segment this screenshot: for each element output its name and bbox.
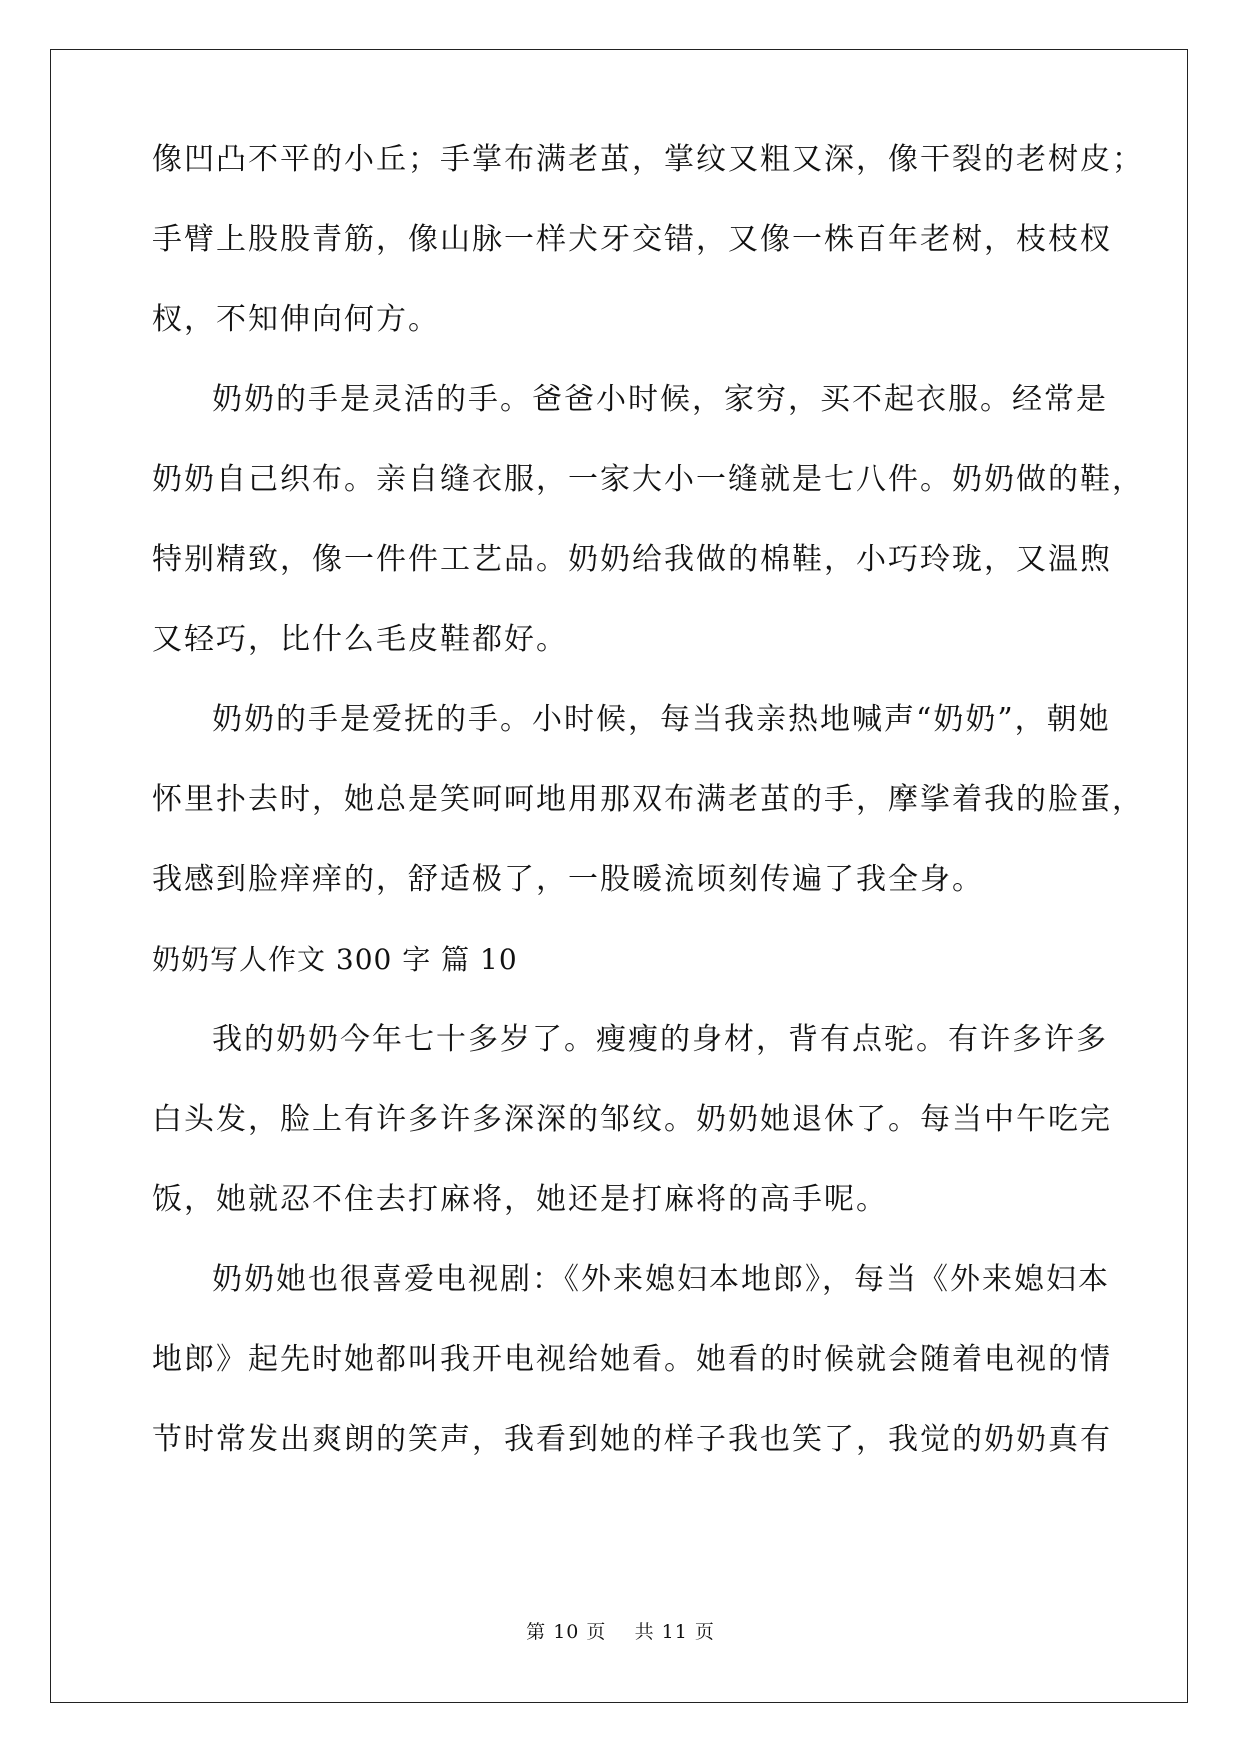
paragraph-line: 怀里扑去时，她总是笑呵呵地用那双布满老茧的手，摩挲着我的脸蛋， (152, 782, 1144, 817)
paragraph-line: 奶奶的手是灵活的手。爸爸小时候，家穷，买不起衣服。经常是 (212, 382, 1108, 417)
paragraph-line: 我感到脸痒痒的，舒适极了，一股暖流顷刻传遍了我全身。 (152, 862, 984, 897)
paragraph-line: 像凹凸不平的小丘；手掌布满老茧，掌纹又粗又深，像干裂的老树皮； (152, 142, 1144, 177)
paragraph-line: 手臂上股股青筋，像山脉一样犬牙交错，又像一株百年老树，枝枝杈 (152, 222, 1112, 257)
paragraph-line: 奶奶她也很喜爱电视剧：《外来媳妇本地郎》，每当《外来媳妇本 (212, 1262, 1110, 1297)
paragraph-line: 特别精致，像一件件工艺品。奶奶给我做的棉鞋，小巧玲珑，又温煦 (152, 542, 1112, 577)
page-footer: 第 10 页 共 11 页 (526, 1621, 715, 1643)
paragraph-line: 我的奶奶今年七十多岁了。瘦瘦的身材，背有点驼。有许多许多 (212, 1022, 1108, 1057)
paragraph-line: 白头发，脸上有许多许多深深的邹纹。奶奶她退休了。每当中午吃完 (152, 1102, 1112, 1137)
paragraph-line: 节时常发出爽朗的笑声，我看到她的样子我也笑了，我觉的奶奶真有 (152, 1422, 1112, 1457)
paragraph-line: 杈，不知伸向何方。 (152, 302, 440, 337)
paragraph-line: 又轻巧，比什么毛皮鞋都好。 (152, 622, 568, 657)
paragraph-line: 奶奶自己织布。亲自缝衣服，一家大小一缝就是七八件。奶奶做的鞋， (152, 462, 1144, 497)
document-body (152, 140, 1144, 1500)
paragraph-line: 地郎》起先时她都叫我开电视给她看。她看的时候就会随着电视的情 (152, 1342, 1112, 1377)
paragraph-line: 奶奶的手是爱抚的手。小时候，每当我亲热地喊声“奶奶”，朝她 (212, 702, 1111, 737)
paragraph-line: 饭，她就忍不住去打麻将，她还是打麻将的高手呢。 (152, 1182, 888, 1217)
section-heading: 奶奶写人作文 300 字 篇 10 (152, 943, 518, 976)
